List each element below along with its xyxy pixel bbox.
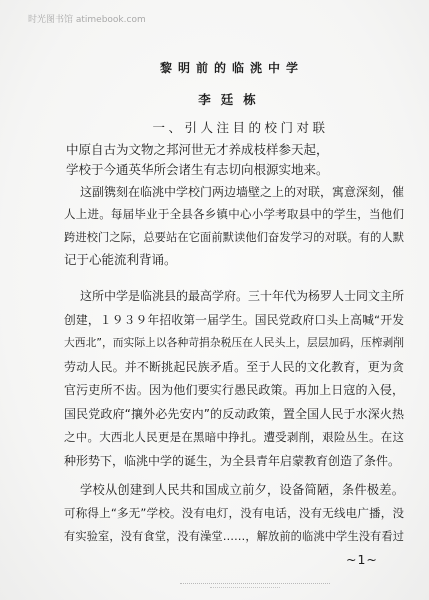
author-name: 李廷栋: [198, 92, 266, 107]
paragraph-1-line-2: 人上进。每届毕业于全县各乡镇中心小学考取县中的学生，当他们: [64, 207, 404, 221]
paragraph-2-line-6: 国民党政府“攘外必先安内”的反动政策，置全国人民于水深火热: [64, 407, 404, 421]
paragraph-2-line-3: 大西北”，而实际上以各种苛捐杂税压在人民头上，层层加码，压榨剥削: [64, 336, 404, 349]
paragraph-2-line-5: 官污吏所不齿。因为他们要实行愚民政策。再加上日寇的入侵，: [64, 383, 404, 397]
paragraph-1-line-1: 这副镌刻在临洮中学校门两边墙壁之上的对联，寓意深刻，催: [80, 185, 405, 199]
paragraph-3-line-3: 有实验室，没有食堂，没有澡堂……，解放前的临洮中学生没有看过: [64, 530, 404, 543]
page-number: ~1~: [346, 552, 378, 567]
paragraph-1-line-3: 跨进校门之际，总要站在它面前默读他们奋发学习的对联。有的人默: [64, 231, 404, 244]
paragraph-2-line-4: 劳动人民。并不断挑起民族矛盾。至于人民的文化教育，更为贪: [64, 360, 404, 374]
document-title: 黎明前的临洮中学: [159, 61, 304, 75]
watermark: 时光图书馆 atimebook.com: [28, 15, 146, 25]
couplet-line-2: 学校于今通英华所会诸生有志切向根源实地来。: [66, 162, 329, 177]
paragraph-1-line-4: 记于心能流利背诵。: [64, 252, 177, 267]
paragraph-3-line-2: 可称得上“多无”学校。没有电灯，没有电话，没有无线电广播，没: [64, 506, 404, 520]
scan-artifact: [180, 583, 330, 584]
paragraph-2-line-7: 之中。大西北人民更是在黑暗中挣扎。遭受剥削，艰险丛生。在这: [64, 430, 404, 444]
couplet-line-1: 中原自古为文物之邦河世无才养成枝样参天起，: [66, 142, 329, 157]
paragraph-2-line-2: 创建，１９３９年招收第一届学生。国民党政府口头上高喊“开发: [64, 313, 404, 327]
section-heading: 一、引人注目的校门对联: [152, 120, 329, 135]
scan-artifact: [210, 587, 280, 588]
paragraph-3-line-1: 学校从创建到人民共和国成立前夕，设备简陋，条件极差。: [80, 483, 404, 497]
paragraph-2-line-1: 这所中学是临洮县的最高学府。三十年代为杨罗人士同文主所: [80, 289, 405, 303]
paragraph-2-line-8: 种形势下，临洮中学的诞生，为全县青年启蒙教育创造了条件。: [64, 454, 401, 468]
